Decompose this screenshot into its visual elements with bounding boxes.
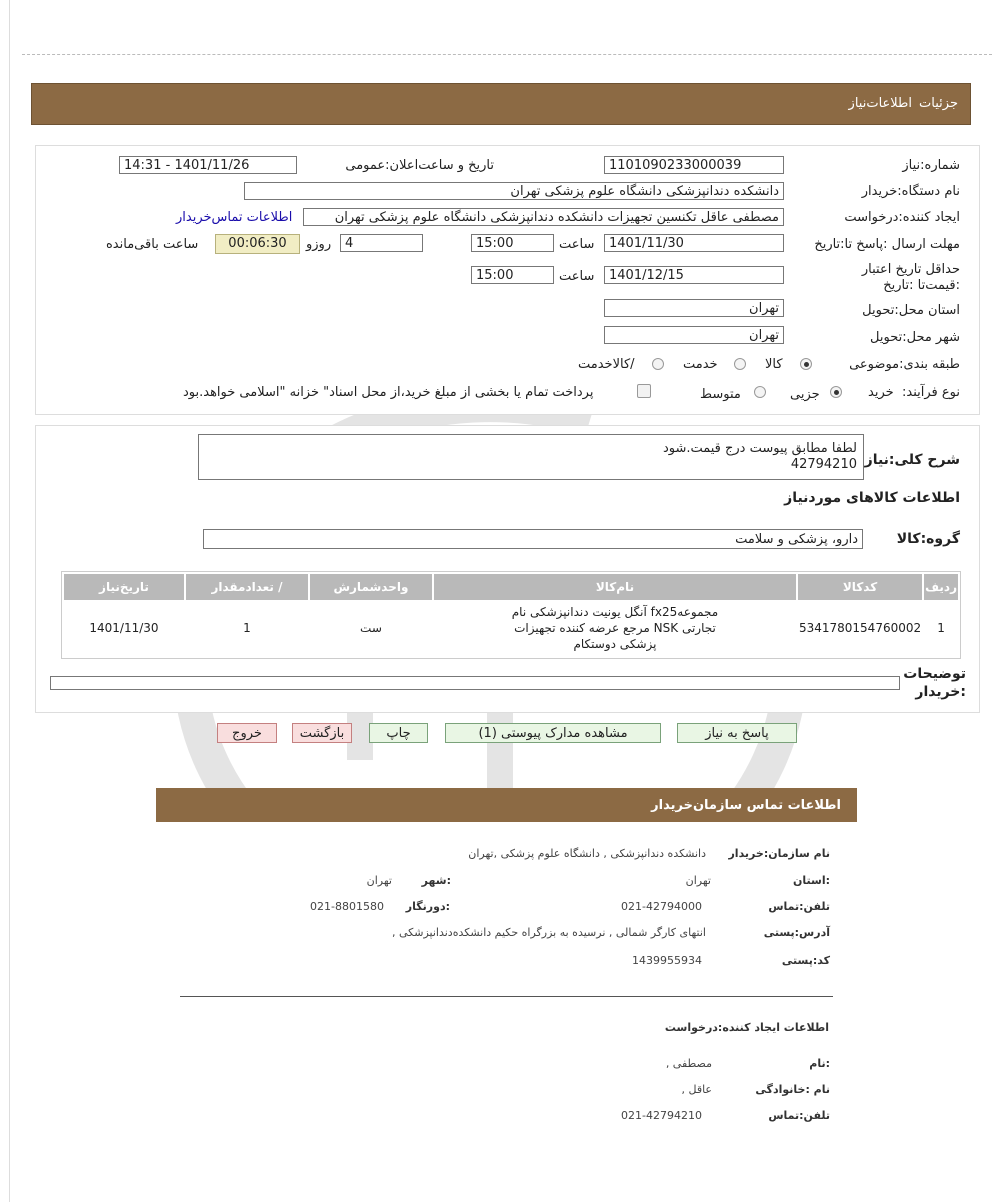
- cell-unit: ست: [360, 621, 382, 635]
- creator-label: ایجاد کننده:درخواست: [844, 210, 960, 225]
- announce-field: 1401/11/26 - 14:31: [119, 156, 297, 174]
- contact-city-label: :شهر: [421, 874, 451, 887]
- process-minor-radio[interactable]: [830, 386, 842, 398]
- cell-name-line-3: پزشکی دوستکام: [573, 637, 657, 651]
- buyer-contact-link[interactable]: اطلاعات تماس‌خریدار: [176, 210, 293, 225]
- dotted-separator: [22, 54, 992, 55]
- contact-section-title: اطلاعات تماس سازمان‌خریدار: [651, 798, 841, 813]
- description-box: [198, 434, 864, 480]
- creator-field: مصطفی عاقل تکنسین تجهیزات دانشکده دندانپزشکی دانشگاه علوم پزشکی تهران: [303, 208, 784, 226]
- remaining-timer: 00:06:30: [215, 234, 300, 254]
- cell-code: 5341780154760002: [798, 621, 922, 635]
- treasury-payment-checkbox[interactable]: [637, 384, 651, 398]
- need-number-field: 1101090233000039: [604, 156, 784, 174]
- contact-phone-value: 021-42794000: [621, 900, 702, 913]
- cell-name: [434, 602, 796, 654]
- deadline-time-field: 15:00: [471, 234, 554, 252]
- remaining-label: ساعت باقی‌مانده: [106, 237, 199, 252]
- col-date: تاریخ‌نیاز: [64, 574, 184, 600]
- city-label: شهر محل:تحویل: [870, 330, 960, 345]
- goods-group-label: گروه:کالا: [896, 531, 960, 547]
- category-goods-label: کالا: [765, 357, 783, 372]
- category-goods-service-label: /کالاخدمت: [578, 357, 635, 372]
- category-service-label: خدمت: [683, 357, 718, 372]
- category-goods-service-radio[interactable]: [652, 358, 664, 370]
- col-code: کدکالا: [798, 574, 922, 600]
- category-service-radio[interactable]: [734, 358, 746, 370]
- buyer-org-label: نام دستگاه:خریدار: [861, 184, 960, 199]
- col-row: ردیف: [924, 574, 958, 600]
- deadline-time-label: ساعت: [559, 237, 595, 252]
- cell-name-line-1: مجموعه‌fx25 آنگل یونیت دندانپزشکی نام: [511, 605, 719, 619]
- creator-phone-label: تلفن:تماس: [768, 1109, 830, 1122]
- province-label: استان محل:تحویل: [862, 303, 960, 318]
- contact-fax-label: :دورنگار: [405, 900, 450, 913]
- reply-button[interactable]: پاسخ به نیاز: [677, 723, 797, 743]
- contact-address-label: آدرس:پستی: [763, 926, 830, 939]
- creator-info-title: اطلاعات ایجاد کننده:درخواست: [664, 1021, 829, 1034]
- left-border: [9, 0, 10, 1202]
- description-line-2: 42794210: [790, 457, 857, 472]
- back-button[interactable]: بازگشت: [292, 723, 352, 743]
- view-documents-button[interactable]: مشاهده مدارک پیوستی (1): [445, 723, 661, 743]
- cell-name-line-2: تجارتی NSK مرجع عرضه کننده تجهیزات: [514, 621, 716, 635]
- process-type-label: نوع فرآیند:: [902, 385, 960, 400]
- contact-fax-value: 021-8801580: [310, 900, 384, 913]
- table-header-row: [64, 574, 958, 600]
- deadline-label: مهلت ارسال :پاسخ تا:تاریخ: [814, 237, 960, 252]
- process-medium-label: متوسط: [700, 387, 741, 402]
- creator-name-label: :نام: [809, 1057, 830, 1070]
- buyer-notes-label-1: توضیحات: [903, 666, 966, 682]
- goods-table-frame: [61, 571, 961, 659]
- cell-date: 1401/11/30: [89, 621, 159, 635]
- creator-family-value: عاقل ,: [681, 1083, 712, 1096]
- need-number-label: شماره:نیاز: [902, 158, 960, 173]
- category-label: طبقه بندی:موضوعی: [849, 357, 960, 372]
- general-description-label: شرح کلی:نیاز: [864, 452, 960, 468]
- cell-row: 1: [937, 621, 945, 635]
- contact-province-label: :استان: [793, 874, 830, 887]
- col-unit: واحدشمارش: [310, 574, 432, 600]
- process-medium-radio[interactable]: [754, 386, 766, 398]
- category-goods-radio[interactable]: [800, 358, 812, 370]
- contact-province-value: تهران: [685, 874, 711, 887]
- deadline-date-field: 1401/11/30: [604, 234, 784, 252]
- announce-label: تاریخ و ساعت‌اعلان:عمومی: [345, 158, 494, 173]
- tab-need-info[interactable]: اطلاعات‌نیاز: [848, 96, 912, 111]
- table-row: [64, 602, 958, 654]
- section-divider: [180, 996, 833, 997]
- validity-time-label: ساعت: [559, 269, 595, 284]
- buyer-notes-field: [50, 676, 900, 690]
- goods-table: [62, 572, 960, 656]
- creator-name-value: مصطفی ,: [665, 1057, 712, 1070]
- process-buy-label: خرید: [868, 385, 894, 400]
- contact-org-value: دانشکده دندانپزشکی , دانشگاه علوم پزشکی ,تهران: [468, 847, 706, 860]
- process-minor-label: جزیی: [790, 387, 820, 402]
- contact-org-label: نام سازمان:خریدار: [728, 847, 830, 860]
- col-name: نام‌کالا: [434, 574, 796, 600]
- contact-address-value: انتهای کارگر شمالی , نرسیده به بزرگراه حکیم دانشکده‌دندانپزشکی ,: [392, 926, 706, 939]
- city-field: تهران: [604, 326, 784, 344]
- treasury-payment-note: پرداخت تمام یا بخشی از مبلغ خرید،از محل اسناد" خزانه "اسلامی خواهد.بود: [183, 385, 594, 400]
- exit-button[interactable]: خروج: [217, 723, 277, 743]
- contact-phone-label: تلفن:تماس: [768, 900, 830, 913]
- cell-qty: 1: [243, 621, 251, 635]
- buyer-notes-label-2: :خریدار: [915, 684, 966, 700]
- validity-label: حداقل تاریخ اعتبار :قیمت‌تا :تاریخ: [861, 262, 960, 293]
- goods-group-field: دارو، پزشکی و سلامت: [203, 529, 863, 549]
- tab-details[interactable]: جزئیات: [919, 96, 958, 111]
- creator-phone-value: 021-42794210: [621, 1109, 702, 1122]
- contact-postal-label: کد:پستی: [781, 954, 830, 967]
- header-bar: [31, 83, 971, 125]
- contact-city-value: تهران: [366, 874, 392, 887]
- contact-postal-value: 1439955934: [632, 954, 702, 967]
- contact-section-header: [156, 788, 857, 822]
- days-label: روزو: [306, 237, 332, 252]
- description-line-1: لطفا مطابق پیوست درج قیمت.شود: [662, 441, 857, 456]
- col-qty: / تعدادمقدار: [186, 574, 308, 600]
- goods-info-title: اطلاعات کالاهای مورد‌نیاز: [784, 490, 960, 506]
- creator-family-label: نام :خانوادگی: [755, 1083, 830, 1096]
- province-field: تهران: [604, 299, 784, 317]
- validity-date-field: 1401/12/15: [604, 266, 784, 284]
- buyer-org-field: دانشکده دندانپزشکی دانشگاه علوم پزشکی تهران: [244, 182, 784, 200]
- days-field: 4: [340, 234, 423, 252]
- print-button[interactable]: چاپ: [369, 723, 428, 743]
- validity-time-field: 15:00: [471, 266, 554, 284]
